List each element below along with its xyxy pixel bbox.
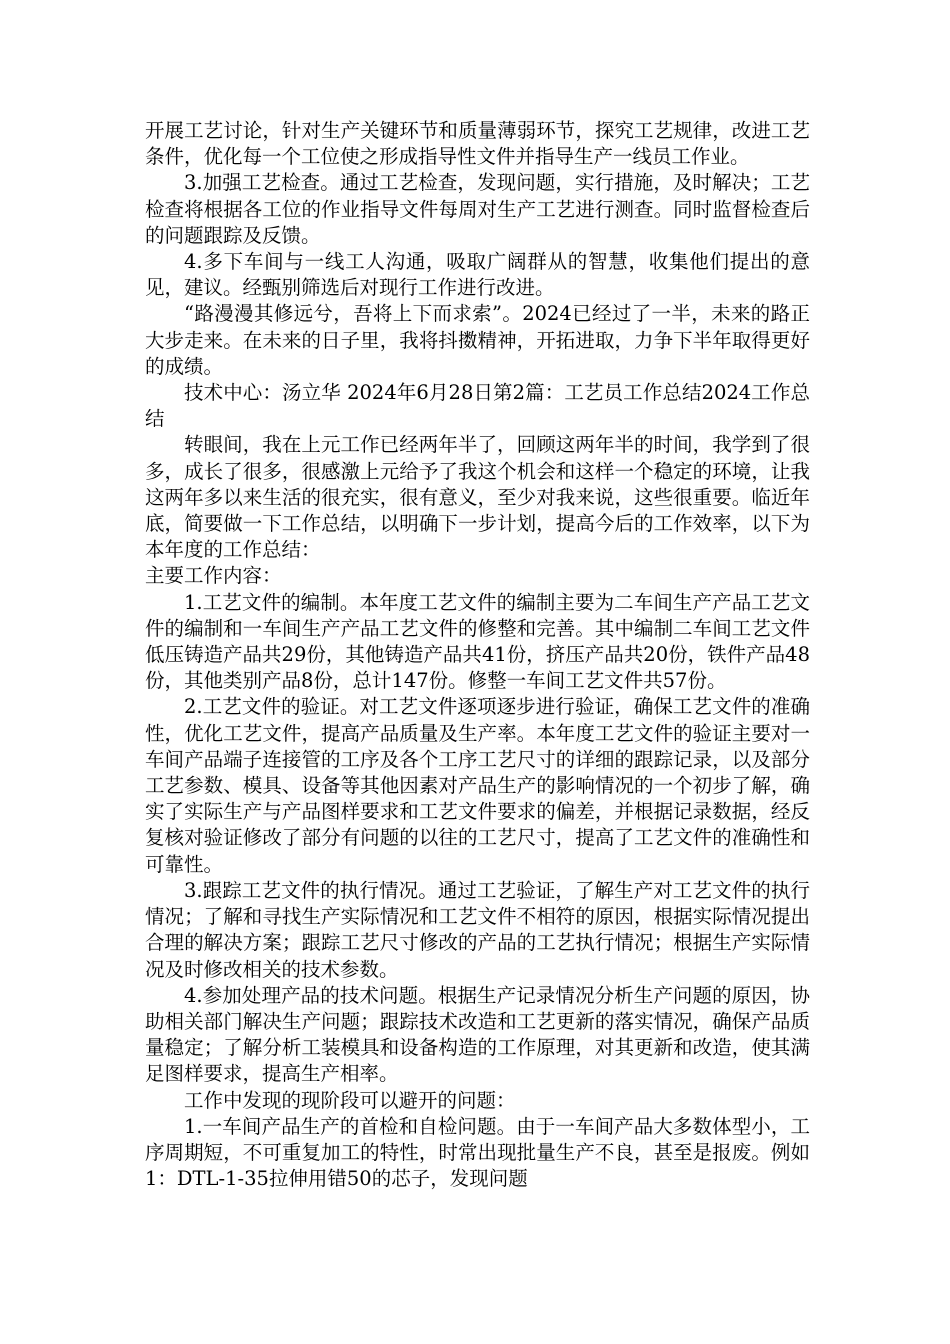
paragraph: 1.工艺文件的编制。本年度工艺文件的编制主要为二车间生产产品工艺文件的编制和一车间生产产品工艺文件的修整和完善。其中编制二车间工艺文件低压铸造产品共29份，其他铸造产品共41份，挤压产品共20份，铁件产品48份，其他类别产品8份，总计147份。修整一车间工艺文件共57份。 bbox=[145, 590, 810, 693]
paragraph: 2.工艺文件的验证。对工艺文件逐项逐步进行验证，确保工艺文件的准确性，优化工艺文件，提高产品质量及生产率。本年度工艺文件的验证主要对一车间产品端子连接管的工序及各个工序工艺尺寸的详细的跟踪记录，以及部分工艺参数、模具、设备等其他因素对产品生产的影响情况的一个初步了解，确实了实际生产与产品图样要求和工艺文件要求的偏差，并根据记录数据，经反复核对验证修改了部分有问题的以往的工艺尺寸，提高了工艺文件的准确性和可靠性。 bbox=[145, 695, 810, 876]
section-label: 工作中发现的现阶段可以避开的问题： bbox=[184, 1088, 516, 1112]
section-label: 主要工作内容： bbox=[145, 564, 282, 588]
paragraph: 1.一车间产品生产的首检和自检问题。由于一车间产品大多数体型小，工序周期短，不可重复加工的特性，时常出现批量生产不良，甚至是报废。例如1：DTL-1-35拉伸用错50的芯子，发现问题 bbox=[145, 1114, 810, 1191]
paragraph: 4.参加处理产品的技术问题。根据生产记录情况分析生产问题的原因，协助相关部门解决生产问题；跟踪技术改造和工艺更新的落实情况，确保产品质量稳定；了解分析工装模具和设备构造的工作原理，对其更新和改造，使其满足图样要求，提高生产相率。 bbox=[145, 983, 810, 1086]
paragraph-heading: 技术中心：汤立华 2024年6月28日第2篇：工艺员工作总结2024工作总结 bbox=[145, 381, 810, 431]
paragraph: 3.跟踪工艺文件的执行情况。通过工艺验证，了解生产对工艺文件的执行情况；了解和寻找生产实际情况和工艺文件不相符的原因，根据实际情况提出合理的解决方案；跟踪工艺尺寸修改的产品的工艺执行情况；根据生产实际情况及时修改相关的技术参数。 bbox=[145, 878, 810, 981]
paragraph: 开展工艺讨论，针对生产关键环节和质量薄弱环节，探究工艺规律，改进工艺条件，优化每一个工位使之形成指导性文件并指导生产一线员工作业。 bbox=[145, 119, 810, 169]
paragraph: 转眼间，我在上元工作已经两年半了，回顾这两年半的时间，我学到了很多，成长了很多，很感激上元给予了我这个机会和这样一个稳定的环境，让我这两年多以来生活的很充实，很有意义，至少对我来说，这些很重要。临近年底，简要做一下工作总结，以明确下一步计划，提高今后的工作效率，以下为本年度的工作总结： bbox=[145, 433, 810, 562]
document-page bbox=[145, 118, 810, 1192]
paragraph: 3.加强工艺检查。通过工艺检查，发现问题，实行措施，及时解决；工艺检查将根据各工位的作业指导文件每周对生产工艺进行测查。同时监督检查后的问题跟踪及反馈。 bbox=[145, 171, 810, 247]
paragraph: 4.多下车间与一线工人沟通，吸取广阔群从的智慧，收集他们提出的意见，建议。经甄别筛选后对现行工作进行改进。 bbox=[145, 250, 810, 300]
paragraph: “路漫漫其修远兮，吾将上下而求索”。2024已经过了一半，未来的路正大步走来。在未来的日子里，我将抖擞精神，开拓进取，力争下半年取得更好的成绩。 bbox=[145, 302, 810, 378]
